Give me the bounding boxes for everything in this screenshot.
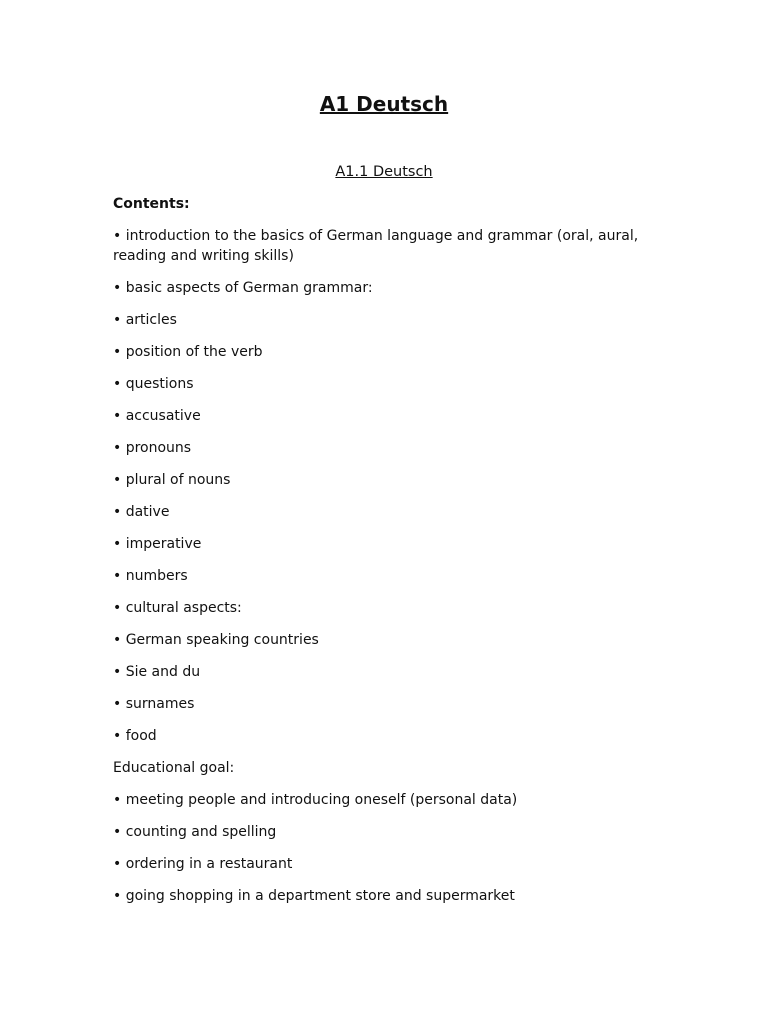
educational-goal-label: Educational goal: xyxy=(113,760,235,776)
list-item: • cultural aspects: xyxy=(113,600,242,616)
section-title: A1.1 Deutsch xyxy=(335,164,433,180)
list-item: • surnames xyxy=(113,696,195,712)
list-item: • imperative xyxy=(113,536,202,552)
intro-line: reading and writing skills) xyxy=(113,248,294,264)
list-item: • dative xyxy=(113,504,170,520)
list-item: • Sie and du xyxy=(113,664,201,680)
intro-paragraph xyxy=(113,226,673,266)
list-item: • meeting people and introducing oneself (personal data) xyxy=(113,792,518,808)
intro-line: • introduction to the basics of German language and grammar (oral, aural, xyxy=(113,228,639,244)
list-item: • articles xyxy=(113,312,177,328)
list-item: • questions xyxy=(113,376,194,392)
list-item: • German speaking countries xyxy=(113,632,319,648)
list-item: • position of the verb xyxy=(113,344,263,360)
list-item: • food xyxy=(113,728,157,744)
list-item: • basic aspects of German grammar: xyxy=(113,280,373,296)
document-title: A1 Deutsch xyxy=(319,92,449,116)
list-item: • numbers xyxy=(113,568,188,584)
list-item: • counting and spelling xyxy=(113,824,277,840)
list-item: • pronouns xyxy=(113,440,192,456)
list-item: • going shopping in a department store and supermarket xyxy=(113,888,515,904)
list-item: • plural of nouns xyxy=(113,472,231,488)
list-item: • accusative xyxy=(113,408,201,424)
list-item: • ordering in a restaurant xyxy=(113,856,293,872)
contents-label: Contents: xyxy=(113,196,190,212)
